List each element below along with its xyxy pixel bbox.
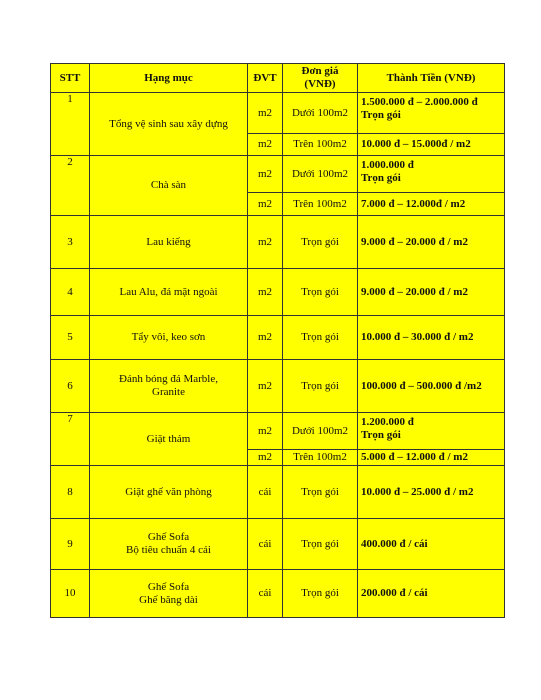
cell-stt: 8 [51,466,90,519]
cell-total [358,360,505,413]
cell-total [358,316,505,360]
item-line: Giặt ghế văn phòng [125,485,212,498]
cell-unit: cái [248,519,283,570]
header-unit-price-line1: Đơn giá [301,65,339,77]
total-line: 5.000 đ – 12.000 đ / m2 [361,451,468,463]
cell-total [358,413,505,450]
item-line: Tổng vệ sinh sau xây dựng [109,117,228,130]
cell-unit-price: Dưới 100m2 [283,93,358,134]
cell-unit: m2 [248,450,283,466]
total-line: 1.200.000 đ [361,416,414,428]
cell-unit-price: Trọn gói [283,316,358,360]
cell-total [358,216,505,269]
cell-unit: m2 [248,156,283,193]
cell-stt: 7 [51,413,90,466]
item-line: Giặt thảm [146,432,191,445]
cell-item [90,269,248,316]
cell-unit: m2 [248,93,283,134]
item-line: Tẩy vôi, keo sơn [131,331,206,343]
cell-unit-price: Trên 100m2 [283,450,358,466]
cell-stt: 6 [51,360,90,413]
cell-total [358,156,505,193]
item-line: Chà sàn [150,179,187,191]
cell-total [358,570,505,618]
header-unit-price [283,64,358,93]
cell-unit-price: Dưới 100m2 [283,413,358,450]
total-line: 9.000 đ – 20.000 đ / m2 [361,235,468,248]
table-row [51,156,505,193]
item-line: Đánh bóng đá Marble, [119,373,218,385]
cell-item [90,519,248,570]
total-line: Trọn gói [361,109,401,121]
total-line: 1.500.000 đ – 2.000.000 đ [361,96,478,108]
total-line: 10.000 đ – 30.000 đ / m2 [361,331,474,343]
header-unit-price-line2: (VNĐ) [304,78,336,90]
total-line: 200.000 đ / cái [361,587,428,599]
cell-stt: 9 [51,519,90,570]
table-header-row [51,64,505,93]
table-row [51,360,505,413]
item-line: Bộ tiêu chuẩn 4 cái [126,544,211,556]
cell-item [90,156,248,216]
cell-unit-price: Trọn gói [283,216,358,269]
table-row [51,413,505,450]
header-stt: STT [51,64,90,93]
cell-total [358,134,505,156]
cell-stt: 3 [51,216,90,269]
cell-item [90,216,248,269]
item-line: Lau Alu, đá mặt ngoài [119,285,218,298]
cell-total [358,450,505,466]
total-line: Trọn gói [361,429,401,441]
table-row [51,93,505,134]
cell-unit-price: Trọn gói [283,269,358,316]
header-total: Thành Tiền (VNĐ) [358,64,505,93]
cell-item [90,360,248,413]
cell-total [358,93,505,134]
cell-unit-price: Trọn gói [283,360,358,413]
cell-stt: 4 [51,269,90,316]
price-table [50,63,505,618]
cell-item [90,413,248,466]
total-line: Trọn gói [361,172,401,184]
cell-stt: 10 [51,570,90,618]
item-line: Lau kiếng [146,235,191,248]
cell-unit: m2 [248,360,283,413]
total-line: 9.000 đ – 20.000 đ / m2 [361,285,468,298]
item-line: Granite [152,386,185,398]
cell-unit: m2 [248,316,283,360]
cell-unit-price: Dưới 100m2 [283,156,358,193]
item-line: Ghế Sofa [147,580,190,593]
cell-unit: cái [248,466,283,519]
table-row [51,316,505,360]
cell-unit: m2 [248,269,283,316]
cell-item [90,570,248,618]
table-row [51,216,505,269]
cell-unit-price: Trọn gói [283,570,358,618]
total-line: 100.000 đ – 500.000 đ /m2 [361,379,482,392]
table-row [51,269,505,316]
cell-unit-price: Trên 100m2 [283,193,358,216]
total-line: 400.000 đ / cái [361,537,428,550]
cell-total [358,466,505,519]
cell-unit: cái [248,570,283,618]
header-item: Hạng mục [90,64,248,93]
cell-stt: 2 [51,156,90,216]
cell-unit: m2 [248,413,283,450]
total-line: 1.000.000 đ [361,159,414,171]
table-row [51,519,505,570]
cell-total [358,193,505,216]
cell-item [90,93,248,156]
header-unit: ĐVT [248,64,283,93]
cell-stt: 1 [51,93,90,156]
cell-unit: m2 [248,193,283,216]
cell-item [90,316,248,360]
item-line: Ghế Sofa [147,531,190,543]
cell-unit-price: Trọn gói [283,519,358,570]
total-line: 10.000 đ – 25.000 đ / m2 [361,485,474,498]
table-row [51,466,505,519]
cell-unit-price: Trọn gói [283,466,358,519]
cell-unit: m2 [248,216,283,269]
table-row [51,570,505,618]
cell-item [90,466,248,519]
cell-total [358,269,505,316]
total-line: 7.000 đ – 12.000đ / m2 [361,197,466,210]
item-line: Ghế băng dài [139,593,198,606]
cell-unit: m2 [248,134,283,156]
total-line: 10.000 đ – 15.000đ / m2 [361,138,471,150]
cell-total [358,519,505,570]
cell-stt: 5 [51,316,90,360]
cell-unit-price: Trên 100m2 [283,134,358,156]
